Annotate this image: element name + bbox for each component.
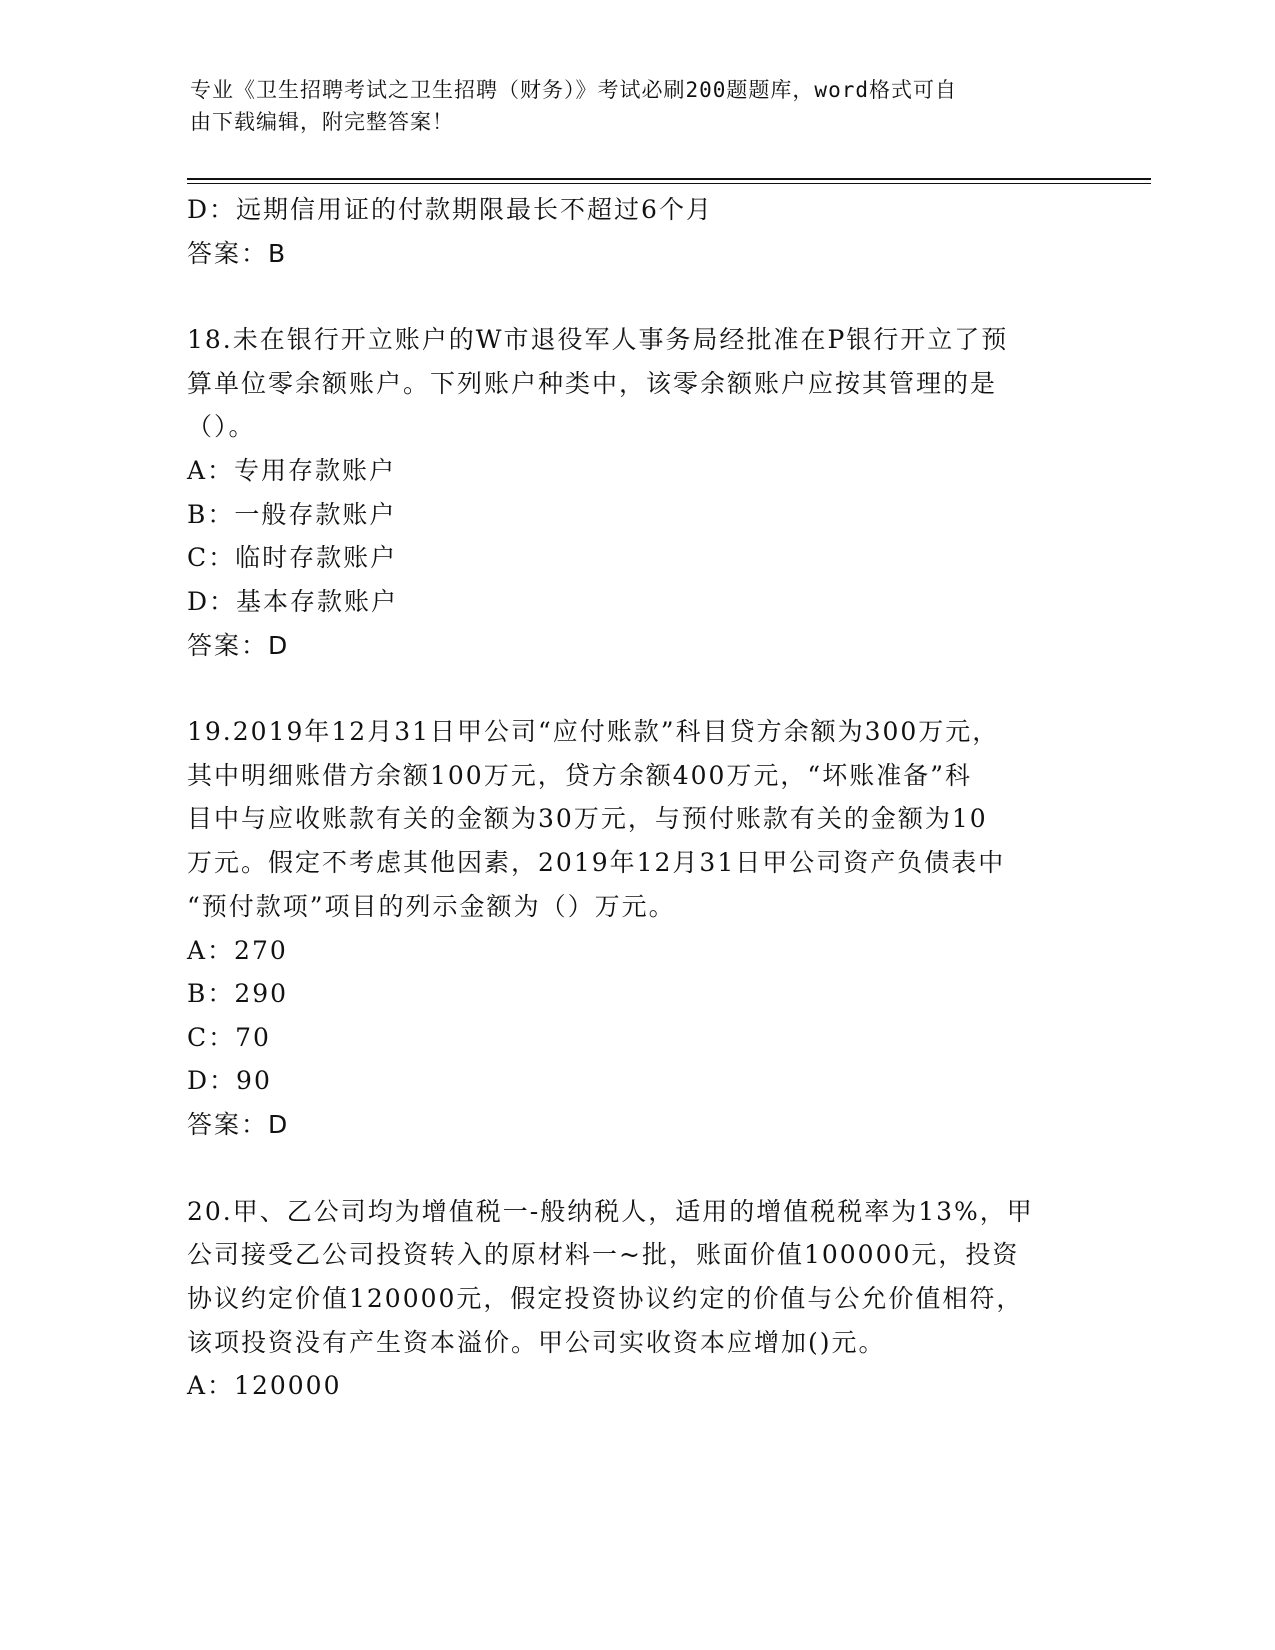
question-19-option-c: C：70 bbox=[187, 1023, 271, 1052]
question-18-option-a: A：专用存款账户 bbox=[187, 456, 397, 485]
question-19-stem-line: 万元。假定不考虑其他因素，2019年12月31日甲公司资产负债表中 bbox=[187, 848, 1006, 877]
question-19-option-b: B：290 bbox=[187, 979, 289, 1008]
document-header bbox=[190, 74, 1070, 138]
question-18-stem-line: 18.未在银行开立账户的W市退役军人事务局经批准在P银行开立了预 bbox=[187, 325, 1009, 354]
answer: 答案：B bbox=[187, 239, 288, 268]
question-18-option-c: C：临时存款账户 bbox=[187, 543, 398, 572]
question-18-option-d: D：基本存款账户 bbox=[187, 587, 399, 616]
header-divider-thick bbox=[187, 178, 1151, 180]
question-19-stem-line: 19.2019年12月31日甲公司“应付账款”科目贷方余额为300万元， bbox=[187, 717, 1000, 746]
header-line-2: 由下载编辑，附完整答案！ bbox=[190, 110, 454, 134]
question-19-stem-line: “预付款项”项目的列示金额为（）万元。 bbox=[187, 892, 676, 921]
header-divider-thin bbox=[187, 183, 1151, 184]
question-19-option-d: D：90 bbox=[187, 1066, 272, 1095]
question-18-stem-line: 算单位零余额账户。下列账户种类中，该零余额账户应按其管理的是 bbox=[187, 369, 998, 398]
question-20-stem-line: 协议约定价值120000元，假定投资协议约定的价值与公允价值相符， bbox=[187, 1284, 1024, 1313]
header-line-1: 专业《卫生招聘考试之卫生招聘（财务）》考试必刷200题题库，word格式可自 bbox=[190, 78, 957, 102]
question-20-stem-line: 该项投资没有产生资本溢价。甲公司实收资本应增加()元。 bbox=[187, 1328, 886, 1357]
question-18-answer: 答案：D bbox=[187, 631, 290, 660]
question-20-option-a: A：120000 bbox=[187, 1371, 342, 1400]
question-18-stem-line: （）。 bbox=[187, 412, 256, 441]
question-20-stem-line: 20.甲、乙公司均为增值税一-般纳税人，适用的增值税税率为13%，甲 bbox=[187, 1197, 1034, 1226]
question-19-answer: 答案：D bbox=[187, 1110, 290, 1139]
question-20-stem-line: 公司接受乙公司投资转入的原材料一~批，账面价值100000元，投资 bbox=[187, 1240, 1020, 1269]
question-19-stem-line: 其中明细账借方余额100万元，贷方余额400万元，“坏账准备”科 bbox=[187, 761, 972, 790]
question-18-option-b: B：一般存款账户 bbox=[187, 500, 397, 529]
question-19-option-a: A：270 bbox=[187, 936, 288, 965]
option-d: D：远期信用证的付款期限最长不超过6个月 bbox=[187, 195, 713, 224]
question-19-stem-line: 目中与应收账款有关的金额为30万元，与预付账款有关的金额为10 bbox=[187, 804, 988, 833]
